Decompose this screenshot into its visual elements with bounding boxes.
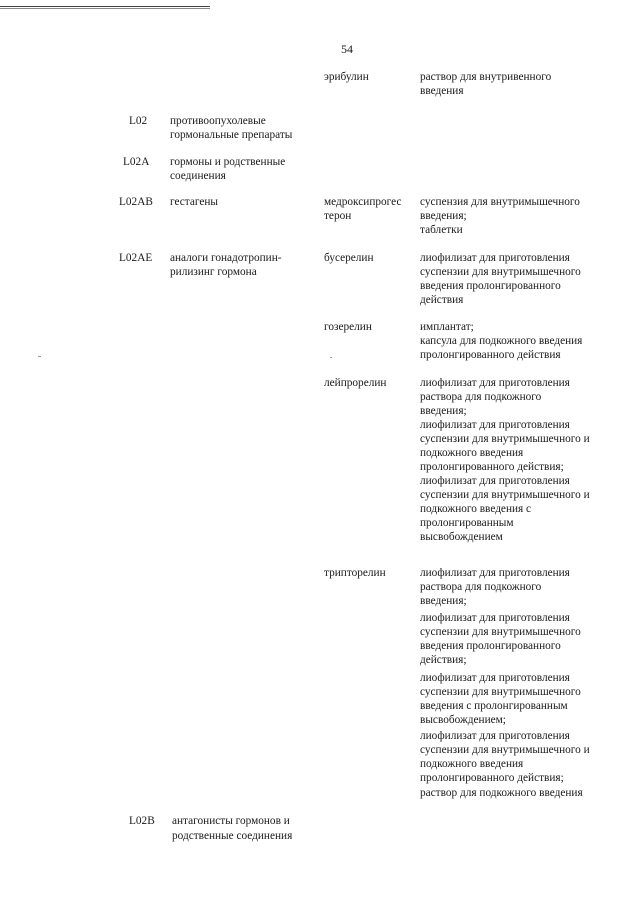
dosage-form-line: лиофилизат для приготовления [420,419,570,431]
dosage-form-line: лиофилизат для приготовления [420,252,570,264]
drug-name: бусерелин [324,252,374,264]
dosage-form-line: пролонгированным [420,517,514,529]
dosage-form-line: суспензии для внутримышечного [420,626,581,638]
atc-code: L02AB [119,196,153,208]
atc-code: L02A [123,156,150,168]
dosage-form-line: таблетки [420,224,463,236]
group-name-line: гестагены [170,196,219,208]
dosage-form-line: пролонгированного действия; [420,772,564,784]
atc-code: L02 [129,115,148,127]
dosage-form-line: подкожного введения [420,758,524,770]
group-name-line: рилизинг гормона [170,266,257,278]
dosage-form-line: раствора для подкожного [420,391,542,403]
scan-speck [330,357,332,358]
dosage-form-line: лиофилизат для приготовления [420,377,570,389]
drug-name: трипторелин [324,567,386,579]
dosage-form-line: лиофилизат для приготовления [420,730,570,742]
dosage-form-line: суспензии для внутримышечного [420,266,581,278]
group-name-line: антагонисты гормонов и [172,815,290,827]
dosage-form-line: лиофилизат для приготовления [420,612,570,624]
header-rule [0,6,210,7]
dosage-form-line: суспензии для внутримышечного и [420,744,590,756]
atc-code: L02AE [119,252,153,264]
drug-name: гозерелин [324,321,372,333]
dosage-form-line: лиофилизат для приготовления [420,672,570,684]
dosage-form-line: раствора для подкожного [420,581,542,593]
dosage-form-line: суспензии для внутримышечного и [420,433,590,445]
dosage-form-line: суспензии для внутримышечного [420,686,581,698]
dosage-form-line: действия [420,294,464,306]
dosage-form-line: лиофилизат для приготовления [420,475,570,487]
group-name-line: соединения [170,170,226,182]
dosage-form-line: введения пролонгированного [420,280,561,292]
group-name-line: гормоны и родственные [170,156,286,168]
dosage-form-line: введения [420,85,464,97]
dosage-form-line: подкожного введения [420,447,524,459]
page-number: 54 [341,42,353,56]
group-name-line: аналоги гонадотропин- [170,252,282,264]
dosage-form-line: действия; [420,654,467,666]
atc-code: L02B [129,815,155,827]
dosage-form-line: капсула для подкожного введения [420,335,583,347]
scan-speck [38,356,41,357]
drug-name: терон [324,210,352,222]
dosage-form-line: введения; [420,210,467,222]
dosage-form-line: подкожного введения с [420,503,532,515]
dosage-form-line: высвобождением [420,531,503,543]
dosage-form-line: пролонгированного действия [420,349,561,361]
group-name-line: родственные соединения [172,830,293,842]
dosage-form-line: введения; [420,595,467,607]
dosage-form-line: суспензия для внутримышечного [420,196,580,208]
dosage-form-line: имплантат; [420,321,474,333]
dosage-form-line: пролонгированного действия; [420,461,564,473]
dosage-form-line: введения пролонгированного [420,640,561,652]
dosage-form-line: высвобождением; [420,714,506,726]
group-name-line: противоопухолевые [170,115,266,127]
drug-name: медроксипрогес [324,196,402,208]
drug-name: лейпрорелин [324,377,387,389]
drug-name: эрибулин [324,71,369,83]
dosage-form-line: раствор для подкожного введения [420,787,583,799]
dosage-form-line: лиофилизат для приготовления [420,567,570,579]
dosage-form-line: введения; [420,405,467,417]
group-name-line: гормональные препараты [170,129,293,141]
header-rule-secondary [0,8,210,9]
dosage-form-line: суспензии для внутримышечного и [420,489,590,501]
dosage-form-line: введения с пролонгированным [420,700,568,712]
dosage-form-line: раствор для внутривенного [420,71,552,83]
